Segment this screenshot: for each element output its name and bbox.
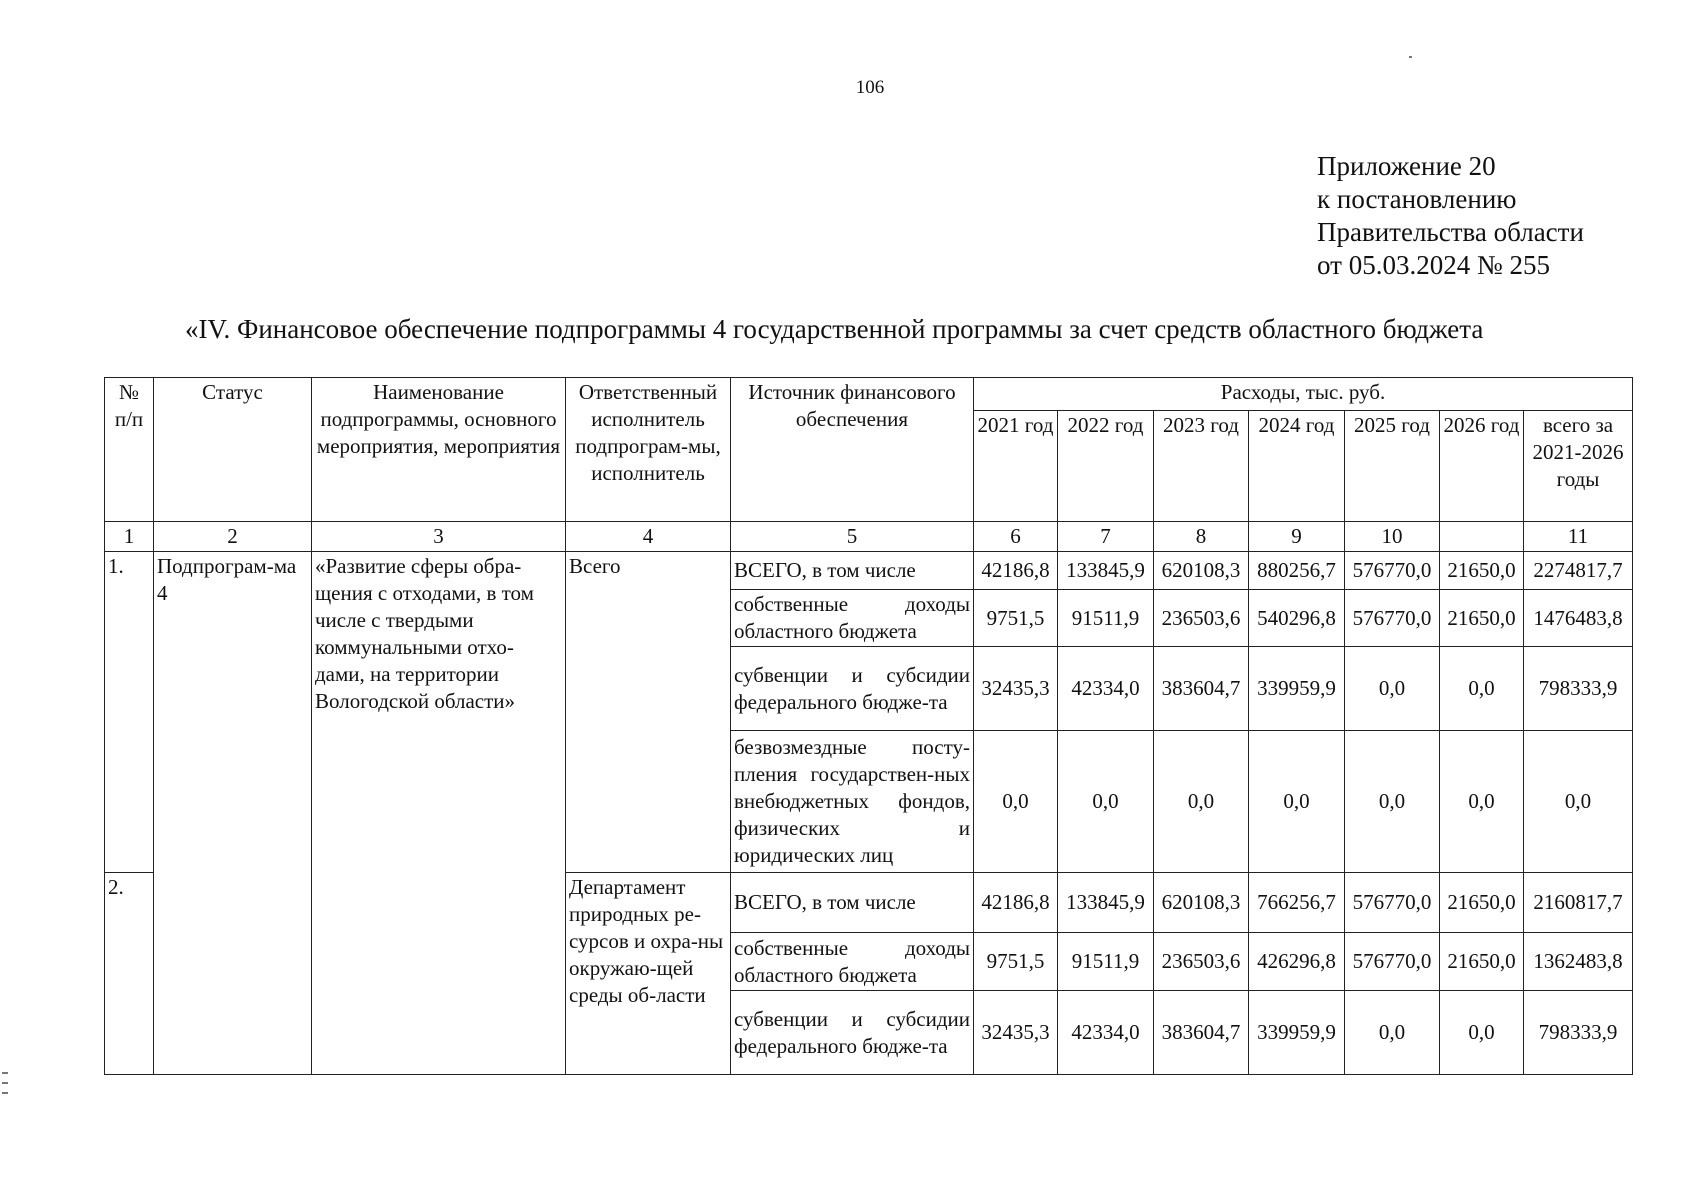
expense-value-cell: 236503,6 — [1154, 590, 1249, 647]
expense-value-cell: 21650,0 — [1440, 590, 1524, 647]
header-source: Источник финансового обеспечения — [731, 378, 974, 522]
row-number-cell: 2. — [105, 873, 154, 1075]
expense-value-cell: 798333,9 — [1524, 647, 1633, 731]
responsible-cell: Всего — [566, 552, 731, 873]
column-index: 6 — [974, 522, 1058, 552]
expense-value-cell: 0,0 — [1345, 647, 1440, 731]
header-expenses: Расходы, тыс. руб. — [974, 378, 1633, 411]
column-index: 5 — [731, 522, 974, 552]
scan-speck — [2, 1092, 8, 1094]
expense-value-cell: 21650,0 — [1440, 933, 1524, 991]
expense-value-cell: 0,0 — [1440, 731, 1524, 873]
header-year-2021: 2021 год — [974, 411, 1058, 522]
header-year-2026: 2026 год — [1440, 411, 1524, 522]
funding-source-cell: субвенции и субсидии федерального бюдже-та — [731, 991, 974, 1075]
funding-source-cell: ВСЕГО, в том числе — [731, 873, 974, 933]
appendix-block — [1317, 150, 1584, 282]
funding-source-cell: безвозмездные посту-пления государствен-ных внебюджетных фондов, физических и юридических лиц — [731, 731, 974, 873]
header-status: Статус — [154, 378, 312, 522]
expense-value-cell: 42334,0 — [1058, 647, 1154, 731]
expense-value-cell: 576770,0 — [1345, 590, 1440, 647]
header-year-2023: 2023 год — [1154, 411, 1249, 522]
funding-source-cell: собственные доходы областного бюджета — [731, 933, 974, 991]
header-name: Наименование подпрограммы, основного мероприятия, мероприятия — [312, 378, 566, 522]
expense-value-cell: 0,0 — [1249, 731, 1345, 873]
expense-value-cell: 2274817,7 — [1524, 552, 1633, 590]
header-year-2022: 2022 год — [1058, 411, 1154, 522]
expense-value-cell: 133845,9 — [1058, 873, 1154, 933]
column-index: 9 — [1249, 522, 1345, 552]
header-year-2024: 2024 год — [1249, 411, 1345, 522]
row-number-cell: 1. — [105, 552, 154, 873]
expense-value-cell: 21650,0 — [1440, 552, 1524, 590]
column-index — [1440, 522, 1524, 552]
expense-value-cell: 42334,0 — [1058, 991, 1154, 1075]
expense-value-cell: 1476483,8 — [1524, 590, 1633, 647]
scan-speck — [2, 1082, 8, 1084]
responsible-cell: Департамент природных ре-сурсов и охра-ны окружаю-щей среды об-ласти — [566, 873, 731, 1075]
appendix-line-2: к постановлению — [1317, 184, 1517, 214]
funding-source-cell: ВСЕГО, в том числе — [731, 552, 974, 590]
column-index: 7 — [1058, 522, 1154, 552]
header-year-2025: 2025 год — [1345, 411, 1440, 522]
header-responsible: Ответственный исполнитель подпрограм-мы, исполнитель — [566, 378, 731, 522]
expense-value-cell: 9751,5 — [974, 590, 1058, 647]
expense-value-cell: 339959,9 — [1249, 647, 1345, 731]
appendix-line-1: Приложение 20 — [1317, 151, 1496, 181]
expense-value-cell: 91511,9 — [1058, 590, 1154, 647]
appendix-line-3: Правительства области — [1317, 217, 1584, 247]
expense-value-cell: 21650,0 — [1440, 873, 1524, 933]
expense-value-cell: 91511,9 — [1058, 933, 1154, 991]
expense-value-cell: 576770,0 — [1345, 552, 1440, 590]
expense-value-cell: 42186,8 — [974, 552, 1058, 590]
column-index-row — [105, 522, 1633, 552]
expense-value-cell: 32435,3 — [974, 647, 1058, 731]
expense-value-cell: 426296,8 — [1249, 933, 1345, 991]
header-row-1 — [105, 378, 1633, 411]
expense-value-cell: 133845,9 — [1058, 552, 1154, 590]
expense-value-cell: 0,0 — [1058, 731, 1154, 873]
expense-value-cell: 880256,7 — [1249, 552, 1345, 590]
column-index: 2 — [154, 522, 312, 552]
expense-value-cell: 0,0 — [974, 731, 1058, 873]
expense-value-cell: 766256,7 — [1249, 873, 1345, 933]
expense-value-cell: 0,0 — [1440, 991, 1524, 1075]
scan-speck — [1409, 56, 1412, 58]
column-index: 4 — [566, 522, 731, 552]
expense-value-cell: 0,0 — [1345, 991, 1440, 1075]
page-number: 106 — [855, 77, 885, 98]
scan-speck — [2, 1072, 8, 1074]
funding-source-cell: собственные доходы областного бюджета — [731, 590, 974, 647]
column-index: 1 — [105, 522, 154, 552]
header-num: № п/п — [105, 378, 154, 522]
expense-value-cell: 383604,7 — [1154, 991, 1249, 1075]
expense-value-cell: 0,0 — [1440, 647, 1524, 731]
expense-value-cell: 576770,0 — [1345, 933, 1440, 991]
expense-value-cell: 620108,3 — [1154, 552, 1249, 590]
header-year-total: всего за 2021-2026 годы — [1524, 411, 1633, 522]
funding-source-cell: субвенции и субсидии федерального бюдже-та — [731, 647, 974, 731]
expense-value-cell: 383604,7 — [1154, 647, 1249, 731]
document-title: «IV. Финансовое обеспечение подпрограммы 4 государственной программы за счет средств областного бюджета — [185, 314, 1484, 344]
expense-value-cell: 32435,3 — [974, 991, 1058, 1075]
column-index: 10 — [1345, 522, 1440, 552]
column-index: 3 — [312, 522, 566, 552]
expense-value-cell: 0,0 — [1154, 731, 1249, 873]
expense-value-cell: 1362483,8 — [1524, 933, 1633, 991]
expense-value-cell: 0,0 — [1345, 731, 1440, 873]
expense-value-cell: 0,0 — [1524, 731, 1633, 873]
expense-value-cell: 339959,9 — [1249, 991, 1345, 1075]
status-cell: Подпрограм-ма 4 — [154, 552, 312, 1075]
expense-value-cell: 42186,8 — [974, 873, 1058, 933]
expense-value-cell: 576770,0 — [1345, 873, 1440, 933]
expense-value-cell: 620108,3 — [1154, 873, 1249, 933]
expense-value-cell: 236503,6 — [1154, 933, 1249, 991]
expense-value-cell: 2160817,7 — [1524, 873, 1633, 933]
subprogram-name-cell: «Развитие сферы обра-щения с отходами, в том числе с твердыми коммунальными отхо-дами, на территории Вологодской области» — [312, 552, 566, 1075]
column-index: 8 — [1154, 522, 1249, 552]
expense-value-cell: 540296,8 — [1249, 590, 1345, 647]
expense-value-cell: 9751,5 — [974, 933, 1058, 991]
table-row — [105, 552, 1633, 590]
expense-value-cell: 798333,9 — [1524, 991, 1633, 1075]
financing-table — [104, 377, 1633, 1075]
appendix-line-4: от 05.03.2024 № 255 — [1317, 250, 1550, 280]
column-index: 11 — [1524, 522, 1633, 552]
